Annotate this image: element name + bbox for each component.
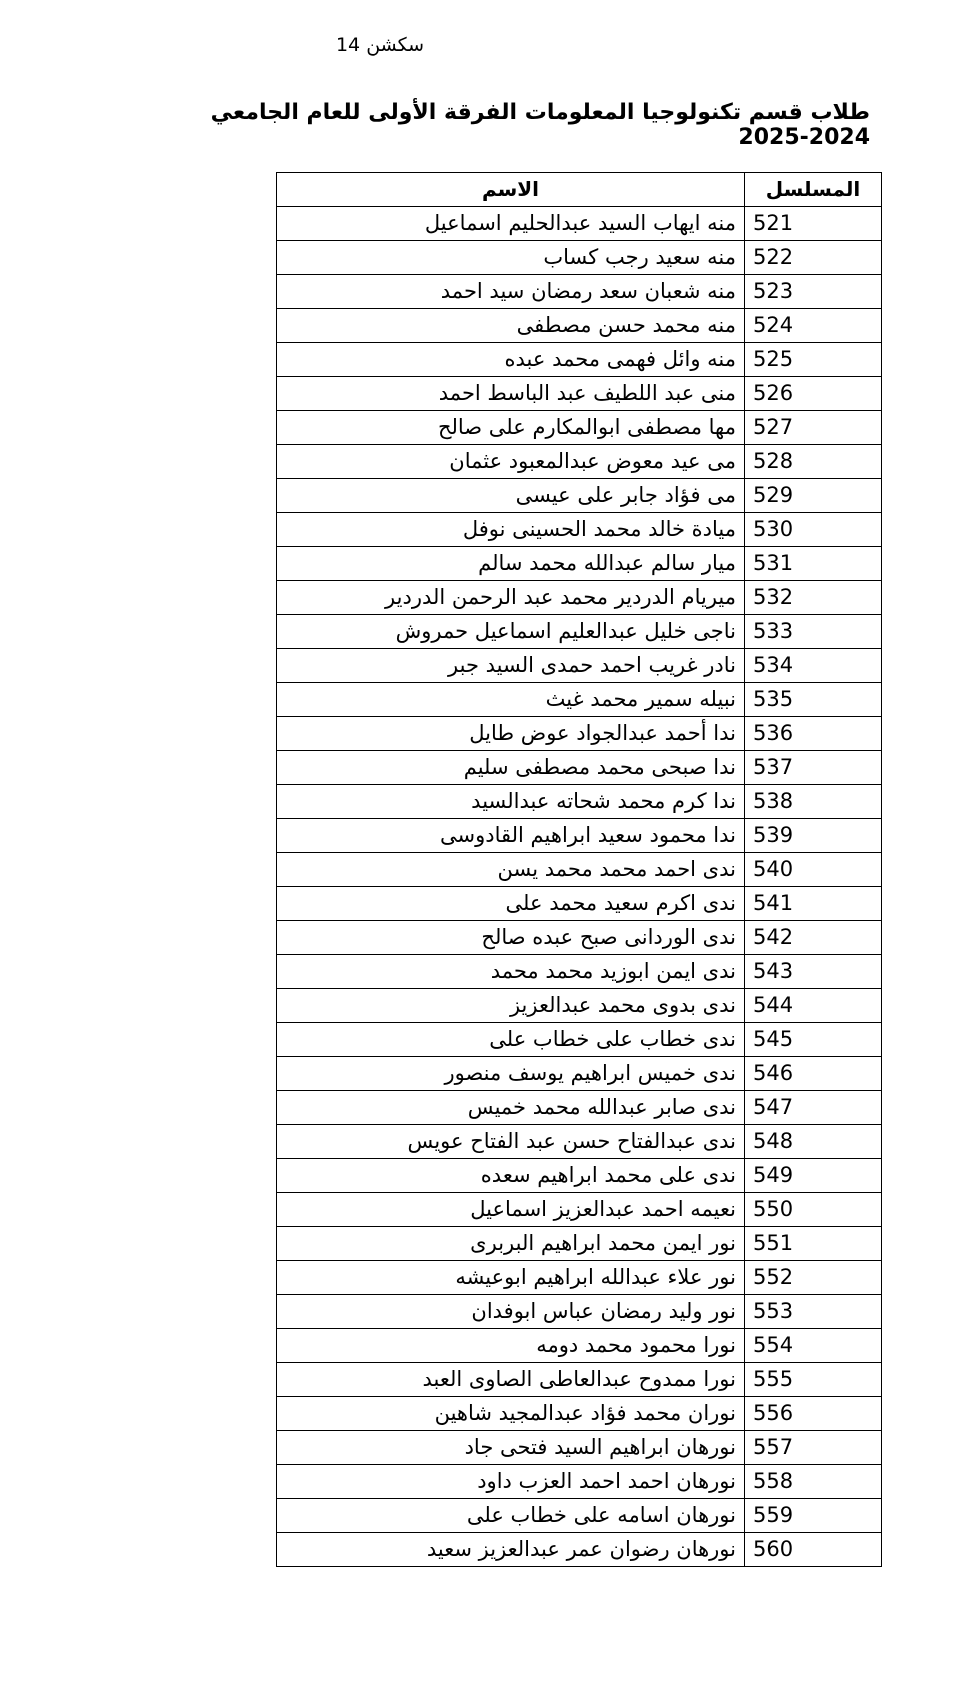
- table-row: [277, 309, 882, 343]
- table-row: [277, 1499, 882, 1533]
- table-row: [277, 1125, 882, 1159]
- name-cell: ندى احمد محمد محمد يسن: [277, 853, 745, 887]
- name-cell: ندى عبدالفتاح حسن عبد الفتاح عويس: [277, 1125, 745, 1159]
- table-row: [277, 513, 882, 547]
- table-body: [277, 207, 882, 1567]
- serial-cell: 532: [745, 581, 882, 615]
- serial-cell: 525: [745, 343, 882, 377]
- name-cell: ميادة خالد محمد الحسينى نوفل: [277, 513, 745, 547]
- table-row: [277, 819, 882, 853]
- name-cell: نورا محمود محمد دومه: [277, 1329, 745, 1363]
- table-row: [277, 581, 882, 615]
- serial-cell: 556: [745, 1397, 882, 1431]
- serial-cell: 549: [745, 1159, 882, 1193]
- name-cell: ناجى خليل عبدالعليم اسماعيل حمروش: [277, 615, 745, 649]
- table-row: [277, 207, 882, 241]
- name-cell: ندى خميس ابراهيم يوسف منصور: [277, 1057, 745, 1091]
- table-row: [277, 377, 882, 411]
- table-row: [277, 683, 882, 717]
- serial-cell: 527: [745, 411, 882, 445]
- name-cell: نورهان رضوان عمر عبدالعزيز سعيد: [277, 1533, 745, 1567]
- name-cell: نورهان احمد احمد العزب داود: [277, 1465, 745, 1499]
- name-cell: نور ايمن محمد ابراهيم البربرى: [277, 1227, 745, 1261]
- serial-column-header: المسلسل: [745, 173, 882, 207]
- table-row: [277, 887, 882, 921]
- serial-cell: 552: [745, 1261, 882, 1295]
- name-cell: نورا ممدوح عبدالعاطى الصاوى العبد: [277, 1363, 745, 1397]
- name-cell: ندى اكرم سعيد محمد على: [277, 887, 745, 921]
- table-row: [277, 479, 882, 513]
- name-cell: مها مصطفى ابوالمكارم على صالح: [277, 411, 745, 445]
- name-cell: منه شعبان سعد رمضان سيد احمد: [277, 275, 745, 309]
- serial-cell: 522: [745, 241, 882, 275]
- serial-cell: 541: [745, 887, 882, 921]
- serial-cell: 534: [745, 649, 882, 683]
- table-row: [277, 649, 882, 683]
- name-cell: ندى صابر عبدالله محمد خميس: [277, 1091, 745, 1125]
- name-cell: ميريام الدردير محمد عبد الرحمن الدردير: [277, 581, 745, 615]
- serial-cell: 550: [745, 1193, 882, 1227]
- table-row: [277, 1295, 882, 1329]
- table-row: [277, 343, 882, 377]
- table-row: [277, 785, 882, 819]
- name-cell: ميار سالم عبدالله محمد سالم: [277, 547, 745, 581]
- table-row: [277, 853, 882, 887]
- table-row: [277, 1261, 882, 1295]
- name-cell: ندى خطاب على خطاب على: [277, 1023, 745, 1057]
- name-column-header: الاسم: [277, 173, 745, 207]
- table-row: [277, 989, 882, 1023]
- table-row: [277, 955, 882, 989]
- table-row: [277, 717, 882, 751]
- name-cell: نبيله سمير محمد غيث: [277, 683, 745, 717]
- table-row: [277, 921, 882, 955]
- table-row: [277, 241, 882, 275]
- student-roster-table: [276, 172, 882, 1567]
- serial-cell: 531: [745, 547, 882, 581]
- name-cell: نور علاء عبدالله ابراهيم ابوعيشه: [277, 1261, 745, 1295]
- table-row: [277, 1363, 882, 1397]
- name-cell: نورهان اسامه على خطاب على: [277, 1499, 745, 1533]
- table-row: [277, 1329, 882, 1363]
- table-row: [277, 1431, 882, 1465]
- table-row: [277, 1091, 882, 1125]
- serial-cell: 540: [745, 853, 882, 887]
- name-cell: ندى الوردانى صبح عبده صالح: [277, 921, 745, 955]
- serial-cell: 536: [745, 717, 882, 751]
- table-row: [277, 1193, 882, 1227]
- serial-cell: 555: [745, 1363, 882, 1397]
- serial-cell: 524: [745, 309, 882, 343]
- serial-cell: 533: [745, 615, 882, 649]
- serial-cell: 558: [745, 1465, 882, 1499]
- serial-cell: 528: [745, 445, 882, 479]
- name-cell: ندى ايمن ابوزيد محمد محمد: [277, 955, 745, 989]
- table-row: [277, 445, 882, 479]
- table-row: [277, 615, 882, 649]
- name-cell: ندى على محمد ابراهيم سعده: [277, 1159, 745, 1193]
- name-cell: منه وائل فهمى محمد عبده: [277, 343, 745, 377]
- serial-cell: 542: [745, 921, 882, 955]
- table-row: [277, 1465, 882, 1499]
- name-cell: منه سعيد رجب كساب: [277, 241, 745, 275]
- serial-cell: 543: [745, 955, 882, 989]
- table-row: [277, 1023, 882, 1057]
- name-cell: منه محمد حسن مصطفى: [277, 309, 745, 343]
- name-cell: نوران محمد فؤاد عبدالمجيد شاهين: [277, 1397, 745, 1431]
- serial-cell: 551: [745, 1227, 882, 1261]
- serial-cell: 537: [745, 751, 882, 785]
- serial-cell: 559: [745, 1499, 882, 1533]
- serial-cell: 530: [745, 513, 882, 547]
- serial-cell: 546: [745, 1057, 882, 1091]
- table-row: [277, 275, 882, 309]
- table-row: [277, 1057, 882, 1091]
- serial-cell: 553: [745, 1295, 882, 1329]
- serial-cell: 544: [745, 989, 882, 1023]
- name-cell: ندا صبحى محمد مصطفى سليم: [277, 751, 745, 785]
- name-cell: منى عبد اللطيف عبد الباسط احمد: [277, 377, 745, 411]
- serial-cell: 529: [745, 479, 882, 513]
- name-cell: نورهان ابراهيم السيد فتحى جاد: [277, 1431, 745, 1465]
- table-row: [277, 1397, 882, 1431]
- serial-cell: 539: [745, 819, 882, 853]
- name-cell: ندا محمود سعيد ابراهيم القادوسى: [277, 819, 745, 853]
- serial-cell: 557: [745, 1431, 882, 1465]
- name-cell: ندا كرم محمد شحاته عبدالسيد: [277, 785, 745, 819]
- serial-cell: 560: [745, 1533, 882, 1567]
- table-header-row: [277, 173, 882, 207]
- table-row: [277, 411, 882, 445]
- table-row: [277, 1227, 882, 1261]
- serial-cell: 535: [745, 683, 882, 717]
- serial-cell: 526: [745, 377, 882, 411]
- serial-cell: 547: [745, 1091, 882, 1125]
- page-title: طلاب قسم تكنولوجيا المعلومات الفرقة الأولى للعام الجامعي 2024-2025: [210, 100, 870, 150]
- name-cell: مى عيد معوض عبدالمعبود عثمان: [277, 445, 745, 479]
- table-row: [277, 1533, 882, 1567]
- serial-cell: 545: [745, 1023, 882, 1057]
- table-row: [277, 1159, 882, 1193]
- name-cell: ندا أحمد عبدالجواد عوض طايل: [277, 717, 745, 751]
- serial-cell: 523: [745, 275, 882, 309]
- serial-cell: 538: [745, 785, 882, 819]
- name-cell: نور وليد رمضان عباس ابوفدان: [277, 1295, 745, 1329]
- name-cell: ندى بدوى محمد عبدالعزيز: [277, 989, 745, 1023]
- name-cell: منه ايهاب السيد عبدالحليم اسماعيل: [277, 207, 745, 241]
- serial-cell: 521: [745, 207, 882, 241]
- table-row: [277, 547, 882, 581]
- name-cell: مى فؤاد جابر على عيسى: [277, 479, 745, 513]
- name-cell: نادر غريب احمد حمدى السيد جبر: [277, 649, 745, 683]
- table-row: [277, 751, 882, 785]
- section-label: سكشن 14: [335, 34, 425, 56]
- serial-cell: 548: [745, 1125, 882, 1159]
- name-cell: نعيمه احمد عبدالعزيز اسماعيل: [277, 1193, 745, 1227]
- serial-cell: 554: [745, 1329, 882, 1363]
